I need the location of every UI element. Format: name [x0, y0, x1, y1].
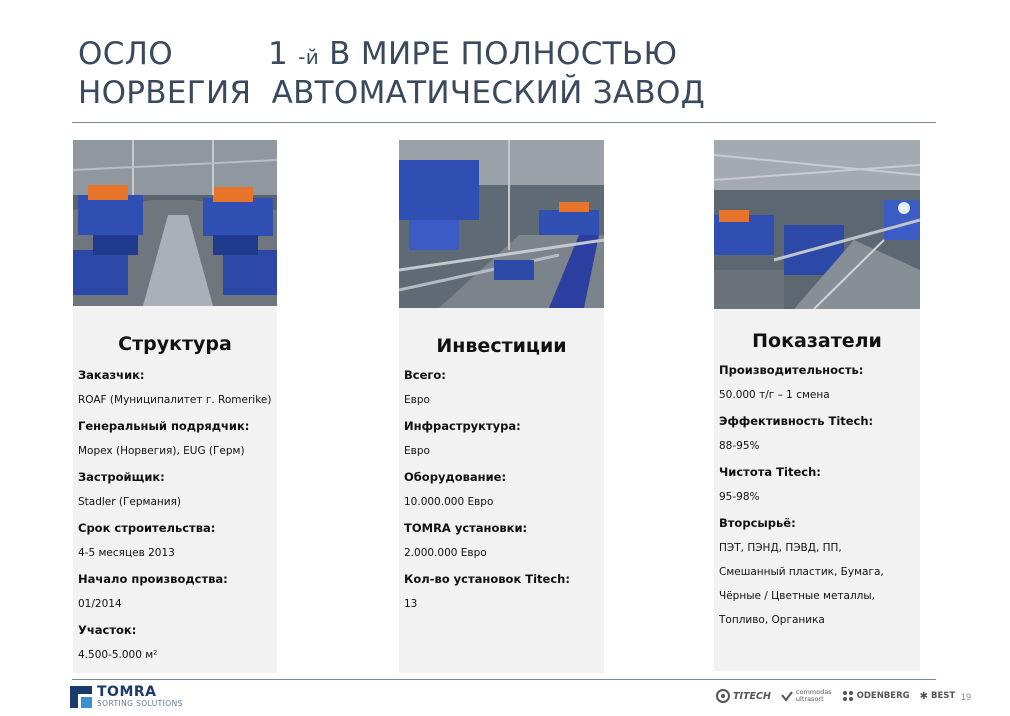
card-body — [719, 362, 916, 637]
field-value: 88-95% — [719, 440, 760, 452]
title-line-1 — [78, 36, 705, 75]
top-divider — [72, 122, 936, 123]
title-claim-2: АВТОМАТИЧЕСКИЙ ЗАВОД — [271, 75, 706, 111]
field-value: 13 — [404, 598, 418, 610]
field-label: Всего: — [404, 368, 446, 382]
field-value: 01/2014 — [78, 598, 122, 610]
brand-name: commodas — [795, 688, 832, 696]
brand-name: ODENBERG — [856, 691, 910, 701]
field-label: Заказчик: — [78, 368, 145, 382]
field-value: Mopex (Норвегия), EUG (Герм) — [78, 445, 245, 457]
field-value: 2.000.000 Евро — [404, 547, 487, 559]
field-label: Вторсырьё: — [719, 516, 796, 530]
partner-brands — [716, 689, 955, 703]
field-label: Срок строительства: — [78, 521, 216, 535]
field-value: Евро — [404, 445, 430, 457]
field-label: Инфраструктура: — [404, 419, 521, 433]
field-value: ROAF (Муниципалитет г. Romerike) — [78, 394, 272, 406]
card-structure — [73, 140, 277, 673]
tomra-mark-icon — [70, 686, 92, 708]
field-label: Генеральный подрядчик: — [78, 419, 250, 433]
field-label: Застройщик: — [78, 470, 165, 484]
titech-swirl-icon — [716, 689, 730, 703]
card-indicators — [714, 140, 920, 671]
tomra-logo — [70, 685, 183, 708]
best-star-icon: ✱ — [919, 690, 929, 702]
field-value: Евро — [404, 394, 430, 406]
brand-name: TITECH — [733, 690, 771, 702]
field-label: Начало производства: — [78, 572, 228, 586]
brand-commodas-ultrasort — [781, 689, 832, 703]
card-body — [404, 367, 600, 622]
title-rank-suffix: -й — [298, 45, 320, 69]
tomra-logo-name: TOMRA — [97, 684, 157, 700]
title-city: ОСЛО — [78, 36, 173, 72]
plant-photo-1 — [73, 140, 277, 306]
card-heading: Инвестиции — [436, 335, 567, 357]
brand-titech — [716, 689, 771, 703]
field-value: ПЭТ, ПЭНД, ПЭВД, ПП, — [719, 542, 842, 554]
brand-best — [920, 691, 956, 702]
card-investments — [399, 140, 604, 673]
field-label: TOMRA установки: — [404, 521, 528, 535]
field-value: 50.000 т/г – 1 смена — [719, 389, 830, 401]
field-label: Оборудование: — [404, 470, 507, 484]
brand-name: ultrasort — [795, 695, 824, 703]
field-label: Производительность: — [719, 363, 864, 377]
title-claim-1: В МИРЕ ПОЛНОСТЬЮ — [329, 36, 678, 72]
title-rank: 1 — [268, 36, 289, 72]
field-value: 95-98% — [719, 491, 760, 503]
title-country: НОРВЕГИЯ — [78, 75, 252, 111]
field-value: 4-5 месяцев 2013 — [78, 547, 175, 559]
page-number: 19 — [961, 692, 972, 702]
brand-odenberg — [842, 690, 910, 702]
slide-title — [78, 36, 705, 111]
card-body — [78, 367, 273, 673]
field-label: Участок: — [78, 623, 137, 637]
odenberg-dots-icon — [842, 690, 854, 702]
tomra-logo-subtitle: SORTING SOLUTIONS — [97, 699, 183, 708]
brand-name: BEST — [931, 691, 956, 701]
field-value-continued: Смешанный пластик, Бумага, — [719, 566, 884, 578]
card-heading: Структура — [118, 333, 232, 355]
plant-photo-3 — [714, 140, 920, 309]
field-label: Кол-во установок Titech: — [404, 572, 570, 586]
plant-photo-2 — [399, 140, 604, 308]
field-value-continued: Чёрные / Цветные металлы, — [719, 590, 876, 602]
field-value: 4.500-5.000 м² — [78, 649, 158, 661]
field-value: 10.000.000 Евро — [404, 496, 494, 508]
commodas-check-icon — [781, 690, 793, 702]
bottom-divider — [72, 679, 936, 680]
field-value-continued: Топливо, Органика — [719, 614, 825, 626]
field-value: Stadler (Германия) — [78, 496, 181, 508]
title-line-2 — [78, 75, 705, 111]
field-label: Эффективность Titech: — [719, 414, 874, 428]
field-label: Чистота Titech: — [719, 465, 821, 479]
card-heading: Показатели — [752, 330, 882, 352]
